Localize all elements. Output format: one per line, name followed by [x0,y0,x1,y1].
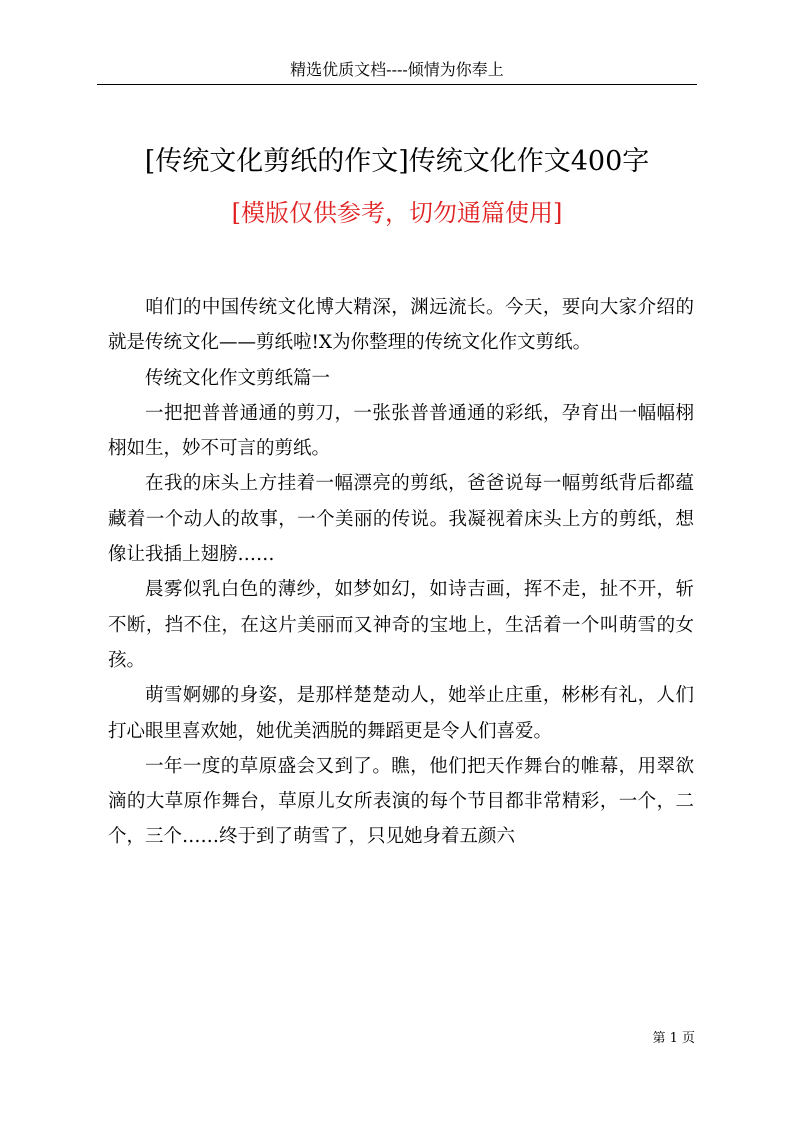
page-header: 精选优质文档----倾情为你奉上 [290,60,504,79]
header-divider [97,84,697,85]
paragraph: 在我的床头上方挂着一幅漂亮的剪纸，爸爸说每一幅剪纸背后都蕴藏着一个动人的故事，一个美丽的传说。我凝视着床头上方的剪纸，想像让我插上翅膀…… [108,473,694,566]
page-number: 第 1 页 [652,1031,695,1046]
paragraph: 晨雾似乳白色的薄纱，如梦如幻，如诗吉画，挥不走，扯不开，斩不断，挡不住，在这片美丽而又神奇的宝地上，生活着一个叫萌雪的女孩。 [108,579,694,671]
paragraph: 一年一度的草原盛会又到了。瞧，他们把天作舞台的帷幕，用翠欲滴的大草原作舞台，草原儿女所表演的每个节目都非常精彩，一个，二个，三个……终于到了萌雪了，只见她身着五颜六 [108,755,694,848]
document-title: [传统文化剪纸的作文]传统文化作文400字 [144,146,650,177]
document-body [108,290,694,855]
paragraph: 一把把普普通通的剪刀，一张张普普通通的彩纸，孕育出一幅幅栩栩如生，妙不可言的剪纸。 [108,402,694,460]
section-heading: 传统文化作文剪纸篇一 [145,367,331,389]
paragraph-intro: 咱们的中国传统文化博大精深，渊远流长。今天，要向大家介绍的就是传统文化——剪纸啦!X为你整理的传统文化作文剪纸。 [108,297,694,354]
paragraph: 萌雪婀娜的身姿，是那样楚楚动人，她举止庄重，彬彬有礼，人们打心眼里喜欢她，她优美洒脱的舞蹈更是令人们喜爱。 [108,685,694,742]
document-subtitle: [模版仅供参考，切勿通篇使用] [231,199,563,227]
